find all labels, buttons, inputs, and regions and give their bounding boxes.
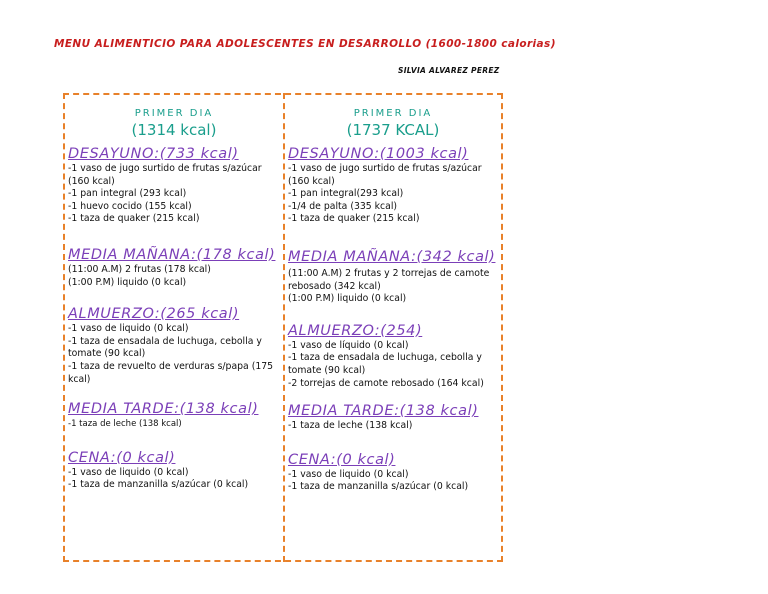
meal-item: -1 taza de manzanilla s/azúcar (0 kcal) xyxy=(68,479,249,491)
meal-heading: DESAYUNO:(1003 kcal) xyxy=(288,146,469,162)
document-title: MENU ALIMENTICIO PARA ADOLESCENTES EN DESARROLLO (1600-1800 calorias) xyxy=(54,38,556,50)
meal-item: (1:00 P.M) liquido (0 kcal) xyxy=(288,293,407,305)
meal-heading: CENA:(0 kcal) xyxy=(68,449,176,466)
meal-item: -1 taza de quaker (215 kcal) xyxy=(68,213,200,225)
meal-item: -1 taza de ensadala de luchuga, cebolla y tomate (90 kcal) xyxy=(288,352,482,376)
meal-item: -1 taza de leche (138 kcal) xyxy=(68,419,182,430)
meal-heading: ALMUERZO:(254) xyxy=(288,322,423,339)
meal-heading: MEDIA TARDE:(138 kcal) xyxy=(68,401,259,418)
meal-item: -1 vaso de liquido (0 kcal) xyxy=(68,323,189,335)
meal-heading: DESAYUNO:(733 kcal) xyxy=(68,146,239,162)
meal-item: -1 taza de manzanilla s/azúcar (0 kcal) xyxy=(288,481,469,493)
meal-item: -2 torrejas de camote rebosado (164 kcal) xyxy=(288,377,484,389)
meal-heading: MEDIA MAÑANA:(342 kcal) xyxy=(288,248,496,265)
day-title: PRIMER DIA xyxy=(134,108,214,119)
day-column xyxy=(68,108,280,492)
meal-item: -1 huevo cocido (155 kcal) xyxy=(68,200,192,212)
meal-heading: MEDIA MAÑANA:(178 kcal) xyxy=(68,246,276,263)
author-name: SILVIA ALVAREZ PEREZ xyxy=(398,66,500,75)
meal-item: -1 taza de quaker (215 kcal) xyxy=(288,213,420,225)
column-divider xyxy=(283,93,285,562)
meal-heading: ALMUERZO:(265 kcal) xyxy=(68,306,240,323)
meal-item: (11:00 A.M) 2 frutas y 2 torrejas de camote rebosado (342 kcal) xyxy=(288,267,490,292)
meal-item: (1:00 P.M) liquido (0 kcal) xyxy=(68,276,187,288)
day-kcal: (1314 kcal) xyxy=(131,121,217,139)
meal-item: -1 pan integral (293 kcal) xyxy=(68,188,187,200)
meal-item: -1/4 de palta (335 kcal) xyxy=(288,200,398,212)
meal-item: -1 vaso de jugo surtido de frutas s/azúcar (160 kcal) xyxy=(68,163,262,187)
day-title: PRIMER DIA xyxy=(353,108,433,119)
day-kcal: (1737 KCAL) xyxy=(346,121,440,139)
meal-item: -1 taza de leche (138 kcal) xyxy=(288,420,413,432)
meal-item: -1 vaso de liquido (0 kcal) xyxy=(288,468,409,480)
meal-item: -1 pan integral(293 kcal) xyxy=(288,188,404,200)
meal-item: -1 vaso de liquido (0 kcal) xyxy=(68,466,189,478)
meal-item: -1 vaso de jugo surtido de frutas s/azúcar (160 kcal) xyxy=(288,163,482,187)
day-column xyxy=(288,108,498,494)
meal-heading: MEDIA TARDE:(138 kcal) xyxy=(288,403,479,420)
meal-item: (11:00 A.M) 2 frutas (178 kcal) xyxy=(68,263,211,275)
meal-item: -1 taza de ensadala de luchuga, cebolla y tomate (90 kcal) xyxy=(68,335,262,360)
meal-item: -1 vaso de líquido (0 kcal) xyxy=(288,339,409,351)
meal-item: -1 taza de revuelto de verduras s/papa (175 kcal) xyxy=(68,360,274,385)
meal-heading: CENA:(0 kcal) xyxy=(288,451,396,468)
